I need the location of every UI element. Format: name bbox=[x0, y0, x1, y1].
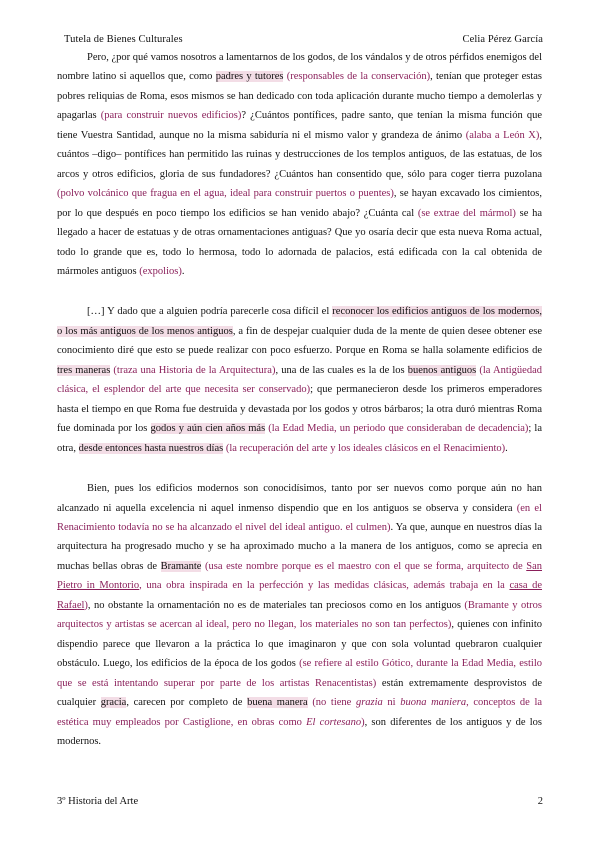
annotation-text: (la Antigüedad clásica, el esplendor del arte que necesita ser conservado) bbox=[57, 364, 542, 396]
annotation-italic-text: El cortesano bbox=[306, 716, 362, 728]
highlighted-text: reconocer los edificios antiguos de los modernos, o los más antiguos de los menos antiguos bbox=[57, 306, 543, 337]
text-run: , carecen por completo de bbox=[126, 697, 248, 709]
text-run: se ha llegado a hacer de estatuas y de otras ornamentaciones antiguas? Que yo osaría decir que esta nueva Roma actual, todo lo grande que es, todo lo hermosa, todo lo adornada de palacios, está edificada con la cal obtenida de mármoles antiguos bbox=[57, 207, 542, 277]
highlighted-text: buenos antiguos bbox=[407, 364, 477, 376]
annotation-text: (se extrae del mármol) bbox=[417, 207, 516, 219]
paragraph bbox=[57, 479, 542, 751]
annotation-text: (no tiene bbox=[312, 697, 356, 709]
highlighted-text: buena manera bbox=[247, 697, 308, 709]
annotation-text: (en el Renacimiento todavía no se ha alcanzado el nivel del ideal antiguo. el culmen) bbox=[57, 502, 542, 533]
text-run: […] Y dado que a alguien podría parecerle cosa difícil el bbox=[87, 306, 333, 318]
text-run: , tenían que proteger estas pobres reliquias de Roma, esos mismos se han dedicado con toda aplicación durante mucho tiempo a demolerlas y apagarlas bbox=[57, 71, 543, 122]
annotation-underlined-text: casa de Rafael bbox=[57, 580, 543, 611]
annotation-text: , conceptos de la estética muy empleados por Castiglione, en obras como bbox=[57, 697, 543, 728]
annotation-text: (responsables de la conservación) bbox=[286, 71, 431, 83]
annotation-text: ) bbox=[84, 599, 88, 611]
annotation-italic-text: grazia bbox=[355, 697, 383, 709]
annotation-text: , una obra inspirada en la perfección y las medidas clásicas, además trabaja en la bbox=[139, 580, 510, 592]
highlighted-text: padres y tutores bbox=[215, 71, 284, 83]
annotation-text: (Bramante y otros arquitectos y artistas se acercan al ideal, pero no llegan, los materiales no son tan perfectos) bbox=[57, 599, 542, 631]
annotation-text: (la Edad Media, un periodo que consideraban de decadencia) bbox=[268, 423, 529, 435]
annotation-text: (traza una Historia de la Arquitectura) bbox=[113, 364, 276, 376]
text-run: ? ¿Cuántos pontífices, padre santo, que tenían la misma función que tiene Vuestra Santidad, aunque no la misma sabiduría ni el mismo valor y grandeza de ánimo bbox=[57, 110, 542, 141]
highlighted-text: godos y aún cien años más bbox=[150, 423, 266, 435]
annotation-text: (para construir nuevos edificios) bbox=[100, 110, 242, 122]
highlighted-text: desde entonces hasta nuestros días bbox=[78, 442, 224, 454]
header-author-name: Celia Pérez García bbox=[462, 34, 543, 45]
annotation-italic-text: buona maniera bbox=[400, 697, 467, 709]
text-run: Bien, pues los edificios modernos son conocidísimos, tanto por ser nuevos como porque aún no han alcanzado ni aquella excelencia ni aquel inmenso dispendio que en los antiguos se observa y considera bbox=[57, 483, 542, 514]
annotation-underlined-text: San Pietro in Montorio bbox=[57, 560, 542, 592]
document-body bbox=[57, 48, 542, 751]
text-run: . Ya que, aunque en nuestros días la arquitectura ha progresado mucho y se ha aproximado mucho a la manera de los antiguos, como se aprecia en muchas bellas obras de bbox=[57, 521, 542, 572]
text-run: están extremamente desprovistos de cualquier bbox=[57, 677, 542, 709]
paragraph bbox=[57, 48, 542, 281]
header-course-title: Tutela de Bienes Culturales bbox=[64, 34, 183, 45]
text-run: Pero, ¿por qué vamos nosotros a lamentarnos de los godos, de los vándalos y de otros pérfidos enemigos del nombre latino si aquellos que, como bbox=[57, 52, 542, 83]
annotation-text: (expolios) bbox=[139, 265, 182, 277]
highlighted-text: Bramante bbox=[160, 560, 202, 572]
annotation-text: (usa este nombre porque es el maestro con el que se forma, arquitecto de bbox=[205, 560, 527, 572]
annotation-text: ni bbox=[382, 697, 401, 709]
text-run: , son diferentes de los antiguos y de los modernos. bbox=[57, 716, 543, 747]
text-run: ; que permanecieron desde los primeros emperadores hasta el tiempo en que Roma fue destruida y devastada por los godos y otros bárbaros; la otra duró mientras Roma fue dominada por los bbox=[57, 384, 542, 435]
annotation-text: (polvo volcánico que fragua en el agua, ideal para construir puertos o puentes) bbox=[57, 188, 394, 200]
annotation-text: ) bbox=[361, 716, 365, 728]
text-run: ; la otra, bbox=[57, 423, 543, 454]
text-run: , a fin de despejar cualquier duda de la mente de quien desee obtener ese conocimiento diré que esto se puede realizar con poco esfuerzo. Porque en Roma se halla solamente edificios de bbox=[57, 325, 542, 357]
page-number: 2 bbox=[537, 796, 543, 807]
text-run: . bbox=[505, 442, 508, 454]
paragraph bbox=[57, 302, 542, 458]
text-run: , cuántos –digo– pontífices han permitido las ruinas y destrucciones de los templos antiguos, de las estatuas, de los arcos y otros edificios, gloria de sus fundadores? ¿Cuántos han consentido que, sólo para coger tierra puzolana bbox=[57, 129, 542, 180]
highlighted-text: tres maneras bbox=[57, 364, 111, 376]
text-run: , no obstante la ornamentación no es de materiales tan preciosos como en los antiguos bbox=[87, 599, 465, 611]
text-run: , una de las cuales es la de los bbox=[275, 364, 408, 376]
text-run: . bbox=[181, 265, 185, 277]
footer-course-name: 3º Historia del Arte bbox=[57, 796, 139, 807]
annotation-text: (la recuperación del arte y los ideales clásicos en el Renacimiento) bbox=[225, 442, 506, 454]
text-run: , quienes con infinito dispendio parece que llevaron a la práctica lo que imaginaron y que con sola voluntad quebraron cualquier obstáculo. Luego, los edificios de la época de los godos bbox=[57, 619, 543, 670]
annotation-text: (se refiere al estilo Gótico, durante la Edad Media, estilo que se está intentando superar por parte de los artistas Renacentistas) bbox=[57, 658, 542, 689]
annotation-text: (alaba a León X) bbox=[465, 129, 540, 141]
highlighted-text: gracia bbox=[100, 697, 127, 709]
text-run: , se hayan excavado los cimientos, por lo que después en poco tiempo los edificios se han venido abajo? ¿Cuánta cal bbox=[57, 188, 542, 219]
